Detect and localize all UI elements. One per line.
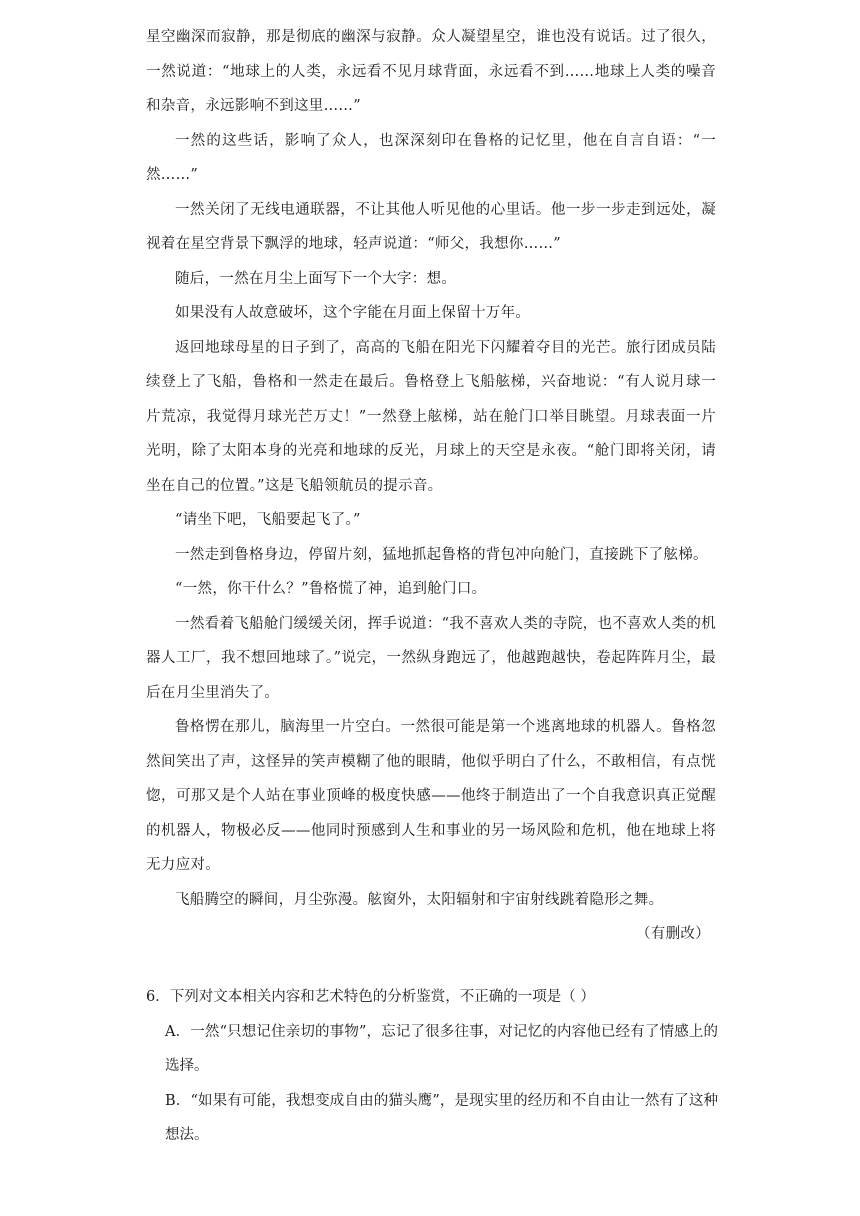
paragraph: 一然关闭了无线电通联器，不让其他人听见他的心里话。他一步一步走到远处，凝视着在星空背景下飘浮的地球，轻声说道：“师父，我想你……” bbox=[146, 201, 716, 252]
option-b: B．“如果有可能，我想变成自由的猫头鹰”，是现实里的经历和不自由让一然有了这种想法。 bbox=[165, 1092, 718, 1143]
paragraph: 如果没有人故意破坏，这个字能在月面上保留十万年。 bbox=[175, 305, 531, 321]
question-6 bbox=[146, 980, 718, 1153]
paragraph: “一然，你干什么？”鲁格慌了神，追到舱门口。 bbox=[175, 581, 487, 597]
paragraph: 飞船腾空的瞬间，月尘弥漫。舷窗外，太阳辐射和宇宙射线跳着隐形之舞。 bbox=[175, 891, 664, 908]
paragraph: 随后，一然在月尘上面写下一个大字：想。 bbox=[175, 270, 457, 287]
paragraph: 一然看着飞船舱门缓缓关闭，挥手说道：“我不喜欢人类的寺院，也不喜欢人类的机器人工厂，我不想回地球了。”说完，一然纵身跑远了，他越跑越快，卷起阵阵月尘，最后在月尘里消失了。 bbox=[146, 615, 716, 701]
paragraph: 鲁格愣在那儿，脑海里一片空白。一然很可能是第一个逃离地球的机器人。鲁格忽然间笑出了声，这怪异的笑声模糊了他的眼睛，他似乎明白了什么，不敢相信，有点恍惚，可那又是个人站在事业顶峰的极度快感——他终于制造出了一个自我意识真正觉醒的机器人，物极必反——他同时预感到人生和事业的另一场风险和危机，他在地球上将无力应对。 bbox=[146, 719, 716, 873]
paragraph: 星空幽深而寂静，那是彻底的幽深与寂静。众人凝望星空，谁也没有说话。过了很久，一然说道：“地球上的人类，永远看不见月球背面，永远看不到……地球上人类的噪音和杂音，永远影响不到这里……” bbox=[146, 29, 716, 114]
question-stem: 6．下列对文本相关内容和艺术特色的分析鉴赏，不正确的一项是（ ） bbox=[146, 989, 595, 1005]
passage bbox=[146, 20, 716, 952]
paragraph: 返回地球母星的日子到了，高高的飞船在阳光下闪耀着夺目的光芒。旅行团成员陆续登上了飞船，鲁格和一然走在最后。鲁格登上飞船舷梯，兴奋地说：“有人说月球一片荒凉，我觉得月球光芒万丈！”一然登上舷梯，站在舱门口举目眺望。月球表面一片光明，除了太阳本身的光亮和地球的反光，月球上的天空是永夜。“舱门即将关闭，请坐在自己的位置。”这是飞船领航员的提示音。 bbox=[146, 339, 716, 494]
paragraph: 一然走到鲁格身边，停留片刻，猛地抓起鲁格的背包冲向舱门，直接跳下了舷梯。 bbox=[175, 546, 708, 563]
source-credit: （有删改） bbox=[636, 926, 710, 942]
paragraph: 一然的这些话，影响了众人，也深深刻印在鲁格的记忆里，他在自言自语：“一然……” bbox=[146, 132, 716, 183]
option-a: A．一然“只想记住亲切的事物”，忘记了很多往事，对记忆的内容他已经有了情感上的选择。 bbox=[165, 1023, 718, 1074]
paragraph: “请坐下吧，飞船要起飞了。” bbox=[175, 512, 361, 528]
